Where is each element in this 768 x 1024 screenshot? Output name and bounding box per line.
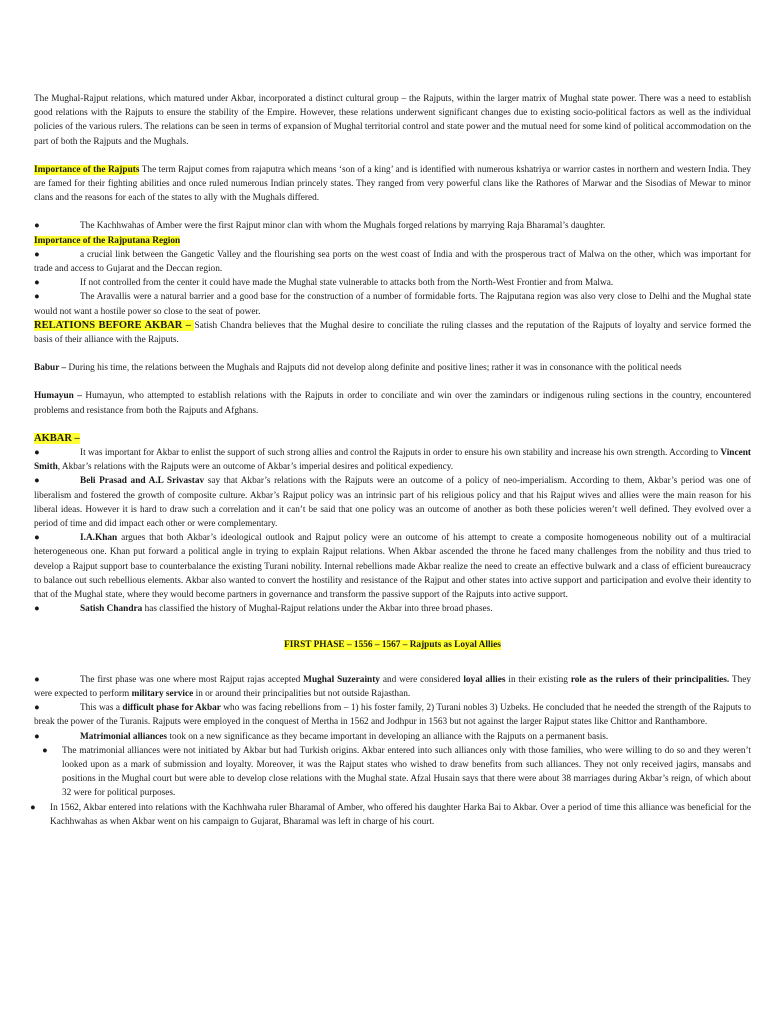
bullet-icon: ● [34, 703, 40, 714]
list-item: ● a crucial link between the Gangetic Valley and the flourishing sea ports on the west coast of India and with the prosperous tract of Malwa on the other, which was important for trade and access to Gujarat and the Deccan region. [34, 249, 751, 275]
list-item: ● This was a difficult phase for Akbar who was facing rebellions from – 1) his foster family, 2) Turani nobles 3) Uzbeks. He concluded that he needed the strength of the Rajputs to break the power of the Turanis. Rajputs were employed in the conquest of Mertha in 1562 and Jodhpur in 1563 but not against the larger Rajput states like Chittor and Ranthambore. [34, 703, 751, 728]
first-phase-heading: FIRST PHASE – 1556 – 1567 – Rajputs as Loyal Allies [284, 639, 501, 650]
list-item: ● Satish Chandra has classified the history of Mughal-Rajput relations under the Akbar into three broad phases. [34, 602, 751, 616]
bullet-icon: ● [34, 448, 40, 459]
document-page [30, 92, 751, 829]
list-item: ● The Aravallis were a natural barrier and a good base for the construction of a number of formidable forts. The Rajputana region was also very close to Delhi and the Mughal state would not want a hostile power so close to the seat of power. [34, 292, 751, 317]
list-item: ● The matrimonial alliances were not initiated by Akbar but had Turkish origins. Akbar entered into such alliances only with those families, who were willing to do so and they weren’t looked upon as a mark of submission and loyalty. Moreover, it was the Rajput states who wished to draw benefits from such alliances. They not only received jagirs, mansabs and positions in the Mughal court but were able to develop close relations with the Mughal state. Afzal Husain says that there were about 38 marriages during Akbar’s reign, of which about 32 were for political purposes. [42, 745, 751, 799]
bullet-icon: ● [34, 731, 40, 742]
region-heading-line [34, 234, 751, 248]
list-item: ● The first phase was one where most Rajput rajas accepted Mughal Suzerainty and were considered loyal allies in their existing role as the rulers of their principalities. They were expected to perform military service in or around their principalities but not outside Rajasthan. [34, 674, 751, 699]
bullet-icon: ● [34, 476, 40, 487]
list-item: ● It was important for Akbar to enlist the support of such strong allies and control the Rajputs in order to ensure his own stability and increase his own strength. According to Vincent Smith, Akbar’s relations with the Rajputs were an outcome of Akbar’s imperial desires and political expediency. [34, 448, 751, 473]
importance-text: The term Rajput comes from rajaputra which means ‘son of a king’ and is identified with numerous kshatriya or warrior castes in northern and western India. They are famed for their fighting abilities and once ruled numerous Indian princely states. They ranged from very powerful clans like the Rathores of Marwar and the Sisodias of Mewar to minor clans and the reasons for each of the states to ally with the Mughals differed. [34, 164, 751, 204]
bullet-icon: ● [34, 249, 40, 260]
bullet-icon: ● [34, 221, 40, 232]
phase-heading-line [34, 638, 751, 652]
list-item: ● Beli Prasad and A.L Srivastav say that Akbar’s relations with the Rajputs were an outcome of a policy of neo-imperialism. According to them, Akbar’s period was one of liberalism and fostered the growth of composite culture. Akbar’s Rajput policy was an intrinsic part of his religious policy and that his Rajput wives and allies were the main reason for his liberal ideas. However it is hard to draw such a correlation and it can’t be said that one policy was an outcome of another as both these policies weren’t well defined. They evolved over a period of time and did impact each other or were complementary. [34, 476, 751, 530]
humayun-paragraph: Humayun – Humayun, who attempted to establish relations with the Rajputs in order to conciliate and win over the zamindars or indigenous ruling sections in the country, encountered problems and resistance from both the Rajputs and Afghans. [34, 391, 751, 416]
before-akbar-heading: RELATIONS BEFORE AKBAR – [34, 319, 195, 331]
bullet-icon: ● [34, 533, 40, 544]
list-item: ● Matrimonial alliances took on a new significance as they became important in developing an alliance with the Rajputs on a permanent basis. [34, 730, 751, 744]
bullet-icon: ● [34, 674, 40, 685]
importance-heading: Importance of the Rajputs [34, 164, 140, 175]
list-item: ● The Kachhwahas of Amber were the first Rajput minor clan with whom the Mughals forged relations by marrying Raja Bharamal’s daughter. [34, 219, 751, 233]
before-akbar-paragraph: RELATIONS BEFORE AKBAR – Satish Chandra believes that the Mughal desire to conciliate the ruling classes and the reputation of the Rajputs of loyalty and service formed the basis of their alliance with the Rajputs. [34, 319, 751, 346]
region-heading: Importance of the Rajputana Region [34, 235, 181, 246]
list-item: ● I.A.Khan argues that both Akbar’s ideological outlook and Rajput policy were an outcome of his attempt to create a composite homogeneous nobility out of a multiracial heterogeneous one. Khan put forward a political angle in trying to explain Rajput relations. When Akbar ascended the throne he faced many challenges from the nobility and thus tried to develop a Rajput support base to counterbalance the existing Turani nobility. Internal rebellions made Akbar realize the need to create an effective bulwark and a class of efficient bureaucracy to balance out such rebellious elements. Akbar also wanted to convert the hostility and resistance of the Rajput and other states into active support and participation and evolve their identity to that of the Mughal state, where they would become partners in governance and transform the passive support of the Rajputs into active support. [34, 533, 751, 601]
bullet-icon: ● [30, 802, 36, 813]
list-item: ● In 1562, Akbar entered into relations with the Kachhwaha ruler Bharamal of Amber, who offered his daughter Harka Bai to Akbar. Over a period of time this alliance was beneficial for the Kachhwahas as when Akbar went on his campaign to Gujarat, Bharamal was left in charge of his court. [30, 802, 751, 827]
intro-paragraph: The Mughal-Rajput relations, which matured under Akbar, incorporated a distinct cultural group – the Rajputs, within the larger matrix of Mughal state power. There was a need to establish good relations with the Rajputs to ensure the stability of the Empire. However, these relations underwent significant changes due to existing socio-political factors as well as the individual policies of the various rulers. The relations can be seen in terms of expansion of Mughal territorial control and state power and the mutual need for some kind of political accommodation on the part of both the Rajputs and the Mughals. [34, 94, 751, 147]
bullet-icon: ● [34, 292, 40, 303]
bullet-icon: ● [34, 278, 40, 289]
babur-label: Babur – [34, 363, 69, 374]
bullet-icon: ● [42, 745, 48, 756]
akbar-heading: AKBAR – [34, 432, 80, 444]
bullet-icon: ● [34, 604, 40, 615]
akbar-heading-line [34, 432, 751, 446]
list-item: ● If not controlled from the center it could have made the Mughal state vulnerable to attacks both from the North-West Frontier and from Malwa. [34, 276, 751, 290]
babur-paragraph: Babur – During his time, the relations between the Mughals and Rajputs did not develop along definite and positive lines; rather it was in consonance with the political needs [34, 363, 682, 374]
importance-paragraph [34, 163, 751, 206]
humayun-label: Humayun – [34, 391, 86, 402]
